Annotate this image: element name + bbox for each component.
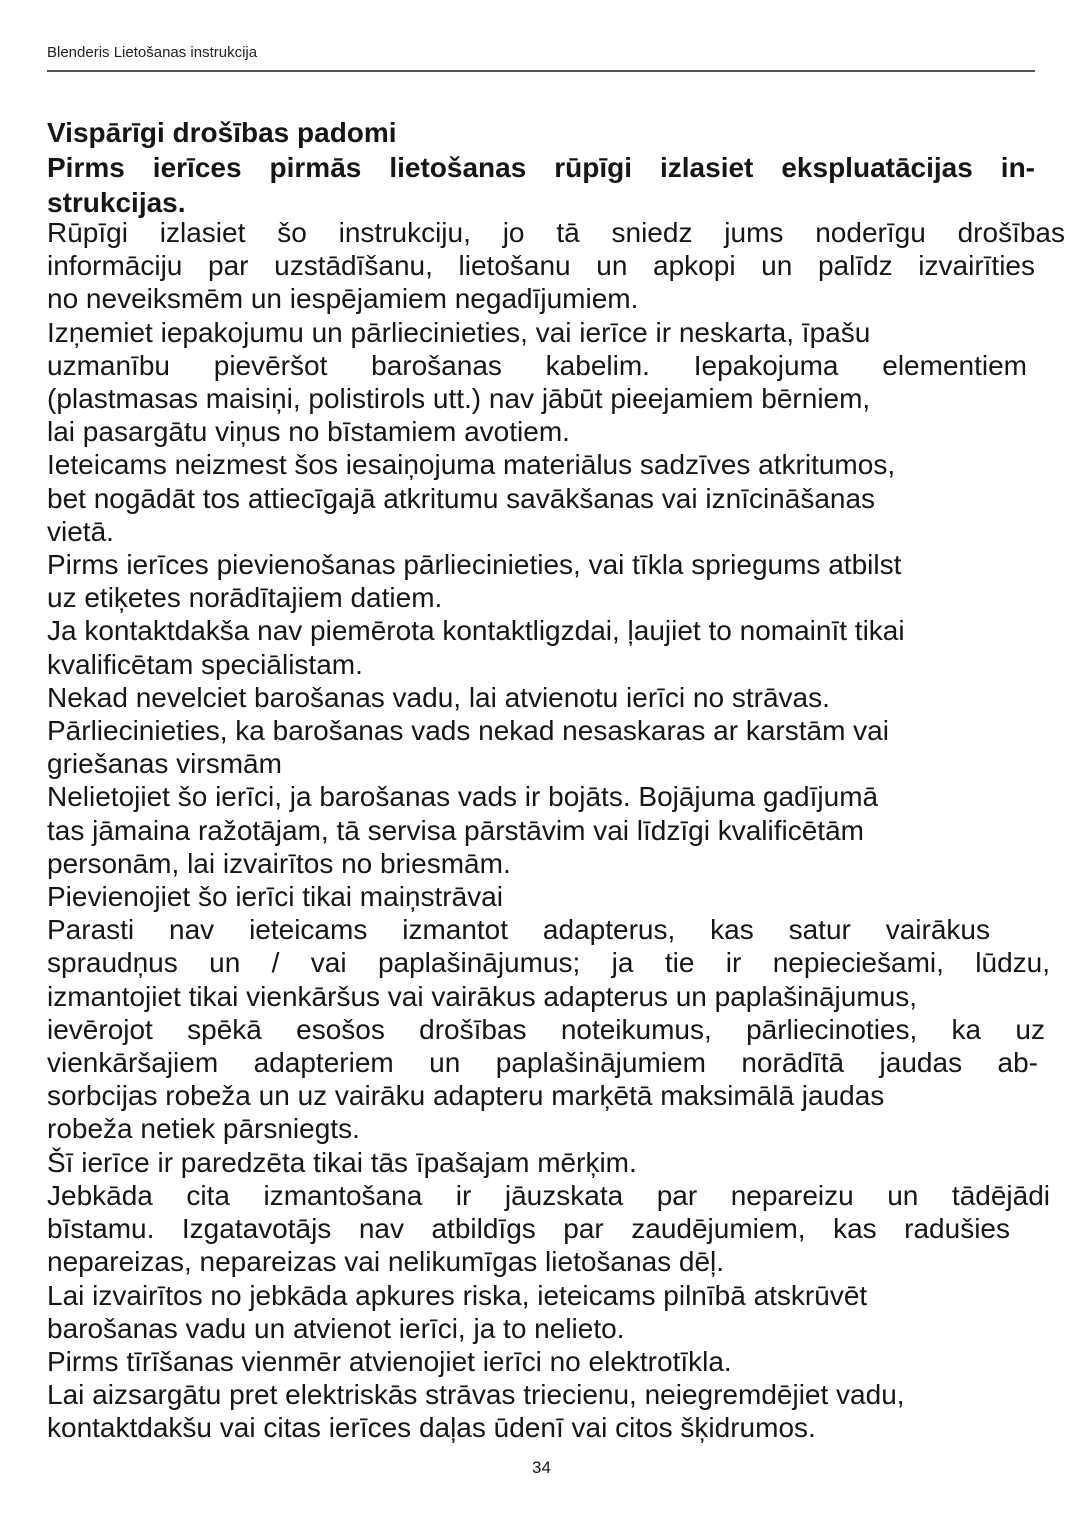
text-line: barošanas vadu un atvienot ierīci, ja to nelieto. bbox=[47, 1312, 625, 1344]
header-divider bbox=[47, 70, 1035, 72]
text-line: Jebkāda cita izmantošana ir jāuzskata par nepareizu un tādējādi bbox=[47, 1179, 1050, 1211]
text-line: sorbcijas robeža un uz vairāku adapteru marķētā maksimālā jaudas bbox=[47, 1080, 885, 1112]
text-line: Lai aizsargātu pret elektriskās strāvas triecienu, neiegremdējiet vadu, bbox=[47, 1379, 905, 1411]
text-line: Pirms ierīces pievienošanas pārliecinieties, vai tīkla spriegums atbilst bbox=[47, 549, 902, 581]
text-line: Šī ierīce ir paredzēta tikai tās īpašajam mērķim. bbox=[47, 1146, 637, 1178]
heading-line: strukcijas. bbox=[47, 187, 186, 218]
text-line: (plastmasas maisiņi, polistirols utt.) nav jābūt pieejamiem bērniem, bbox=[47, 383, 871, 415]
text-line: Lai izvairītos no jebkāda apkures riska, ieteicams pilnībā atskrūvēt bbox=[47, 1279, 868, 1311]
page-number: 34 bbox=[532, 1458, 551, 1477]
text-line: vienkāršajiem adapteriem un paplašinājumiem norādītā jaudas ab- bbox=[47, 1047, 1038, 1079]
body-text bbox=[47, 216, 1065, 1445]
text-line: no neveiksmēm un iespējamiem negadījumiem. bbox=[47, 283, 639, 315]
text-line: Ja kontaktdakša nav piemērota kontaktligzdai, ļaujiet to nomainīt tikai bbox=[47, 615, 905, 647]
text-line: robeža netiek pārsniegts. bbox=[47, 1113, 360, 1145]
text-line: nepareizas, nepareizas vai nelikumīgas lietošanas dēļ. bbox=[47, 1246, 725, 1278]
running-header: Blenderis Lietošanas instrukcija bbox=[47, 44, 258, 61]
text-line: bīstamu. Izgatavotājs nav atbildīgs par zaudējumiem, kas radušies bbox=[47, 1213, 1010, 1245]
text-line: Pirms tīrīšanas vienmēr atvienojiet ierīci no elektrotīkla. bbox=[47, 1345, 732, 1377]
text-line: uz etiķetes norādītajiem datiem. bbox=[47, 582, 443, 614]
text-line: informāciju par uzstādīšanu, lietošanu un apkopi un palīdz izvairīties bbox=[47, 250, 1035, 282]
text-line: Pārliecinieties, ka barošanas vads nekad nesaskaras ar karstām vai bbox=[47, 715, 889, 747]
text-line: kvalificētam speciālistam. bbox=[47, 648, 363, 680]
text-line: Ieteicams neizmest šos iesaiņojuma materiālus sadzīves atkritumos, bbox=[47, 449, 896, 481]
text-line: griešanas virsmām bbox=[47, 748, 282, 780]
text-line: lai pasargātu viņus no bīstamiem avotiem. bbox=[47, 416, 570, 448]
text-line: Nelietojiet šo ierīci, ja barošanas vads ir bojāts. Bojājuma gadījumā bbox=[47, 781, 879, 813]
heading-line: Pirms ierīces pirmās lietošanas rūpīgi izlasiet ekspluatācijas in- bbox=[47, 152, 1035, 183]
text-line: Izņemiet iepakojumu un pārliecinieties, vai ierīce ir neskarta, īpašu bbox=[47, 316, 871, 348]
text-line: Parasti nav ieteicams izmantot adapterus, kas satur vairākus bbox=[47, 914, 990, 946]
text-line: bet nogādāt tos attiecīgajā atkritumu savākšanas vai iznīcināšanas bbox=[47, 482, 876, 514]
text-line: ievērojot spēkā esošos drošības noteikumus, pārliecinoties, ka uz bbox=[47, 1013, 1045, 1045]
text-line: izmantojiet tikai vienkāršus vai vairākus adapterus un paplašinājumus, bbox=[47, 980, 917, 1012]
text-line: vietā. bbox=[47, 515, 114, 547]
text-line: tas jāmaina ražotājam, tā servisa pārstāvim vai līdzīgi kvalificētām bbox=[47, 814, 864, 846]
heading-line: Vispārīgi drošības padomi bbox=[47, 117, 397, 148]
section-heading bbox=[47, 115, 1035, 220]
text-line: Rūpīgi izlasiet šo instrukciju, jo tā sniedz jums noderīgu drošības bbox=[47, 217, 1065, 248]
text-line: Nekad nevelciet barošanas vadu, lai atvienotu ierīci no strāvas. bbox=[47, 681, 830, 713]
text-line: uzmanību pievēršot barošanas kabelim. Iepakojuma elementiem bbox=[47, 349, 1027, 381]
text-line: Pievienojiet šo ierīci tikai maiņstrāvai bbox=[47, 881, 503, 913]
text-line: personām, lai izvairītos no briesmām. bbox=[47, 847, 511, 879]
text-line: kontaktdakšu vai citas ierīces daļas ūdenī vai citos šķidrumos. bbox=[47, 1412, 816, 1444]
text-line: spraudņus un / vai paplašinājumus; ja tie ir nepieciešami, lūdzu, bbox=[47, 947, 1050, 979]
